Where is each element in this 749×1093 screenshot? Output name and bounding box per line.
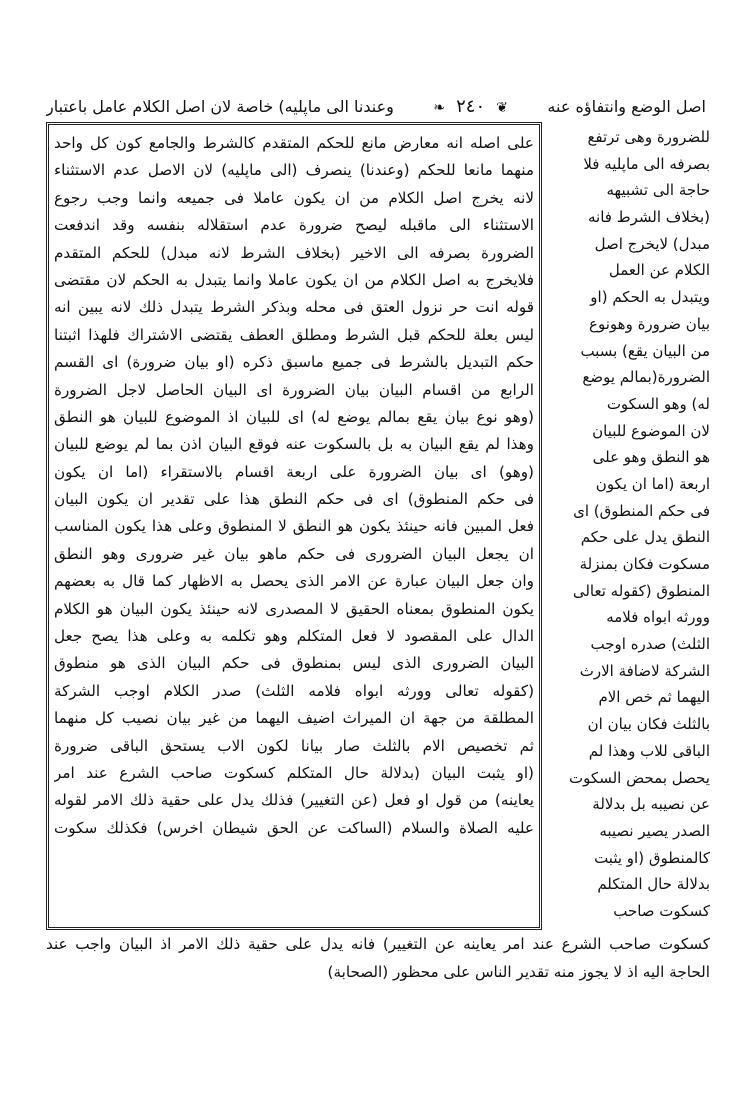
- margin-line: وورثه ابواه فلامه: [606, 608, 710, 627]
- margin-line: بصرفه الى ماپليه فلا: [583, 154, 710, 173]
- text-line: ثم تخصيص الام بالثلث صار بيانا لكون الاب يستحق الباقى ضرورة: [54, 736, 534, 755]
- commentary-text: [54, 130, 534, 924]
- margin-line: النطق يدل على حكم: [580, 528, 710, 547]
- margin-line: كسكوت صاحب: [613, 901, 710, 920]
- margin-matn-text: [554, 124, 710, 930]
- text-line: الضرورة بصرفه الى الاخير (بخلاف الشرط لانه مبدل) للحكم المتقدم: [54, 243, 534, 262]
- margin-line: لان الموضوع للبيان: [592, 421, 710, 440]
- text-line: (كقوله تعالى وورثه ابواه فلامه الثلث) صدر الكلام اوجب الشركة: [54, 681, 534, 700]
- text-line: (او يثبت البيان (بدلالة حال المتكلم كسكوت صاحب الشرع عند امر: [54, 763, 534, 782]
- text-line: البيان الضرورى الذى ليس بمنطوق فى حكم البيان الذى هو منطوق: [54, 654, 534, 673]
- text-line: يكون المنطوق بمعناه الحقيق لا المصدرى لانه حينئذ يكون البيان هو الكلام: [54, 599, 534, 618]
- margin-line: الصدر يصير نصيبه: [599, 821, 710, 840]
- margin-line: يحصل بمحض السكوت: [569, 768, 710, 787]
- footer-line: كسكوت صاحب الشرع عند امر يعاينه عن التغيير) فانه يدل على حقية ذلك الامر اذ البيان واجب عند: [46, 935, 710, 953]
- text-line: فعل المبين فانه حينئذ يكون هو النطق لا المنطوق وعلى هذا يكون المناسب: [54, 517, 534, 536]
- margin-line: فى حكم المنطوق) اى: [573, 501, 710, 520]
- ornament-icon: ❦: [496, 99, 508, 116]
- text-line: [54, 870, 534, 897]
- text-line: المطلقة من جهة ان الميراث اضيف اليهما من غير بيان نصيب كل منهما: [54, 709, 534, 728]
- margin-line: اليهما ثم خص الام: [598, 688, 710, 707]
- text-line: الرابع من اقسام البيان بيان الضرورة اى البيان الحاصل لاجل الضرورة: [54, 380, 534, 399]
- text-line: قوله انت حر نزول العتق فى محله وبذكر الشرط يتبدل ذلك لانه يبين انه: [54, 298, 534, 317]
- text-line: وهذا لم يقع البيان به بل بالسكوت عنه فوقع البيان اذن بما لم يوضع للبيان: [54, 435, 534, 454]
- text-line: الدال على المقصود لا فعل المتكلم وهو تكلمه به وعلى هذا يصح جعل: [54, 627, 534, 646]
- margin-line: الكلام عن العمل: [608, 261, 710, 280]
- text-line: فلايخرج به اصل الكلام من ان يكون عاملا وانما يتبدل به الحكم لان مقتضى: [54, 270, 534, 289]
- text-line: ليس بعلة للحكم قبل الشرط ومطلق العطف يقتضى الاشتراك فلهذا اثبتنا: [54, 325, 534, 344]
- margin-line: بالثلث فكان بيان ان: [587, 715, 710, 734]
- text-line: ان يجعل البيان الضرورى فى حكم ماهو بيان غير ضرورى وهو النطق: [54, 544, 534, 563]
- text-line: [54, 842, 534, 869]
- margin-line: (بخلاف الشرط فانه: [588, 208, 710, 227]
- margin-line: اربعة (اما ان يكون: [595, 474, 710, 493]
- text-line: لانه يخرج اصل الكلام من ان يكون عاملا فى جميعه وانما وجب رجوع: [54, 188, 534, 207]
- header-running-title-left: وعندنا الى ماپليه) خاصة لان اصل الكلام عامل باعتبار: [46, 96, 394, 116]
- margin-line: ويتبدل به الحكم (او: [590, 288, 710, 307]
- margin-line: مسكوت فكان بمنزلة: [579, 555, 710, 573]
- header-page-number-group: [433, 96, 508, 117]
- margin-line: المنطوق (كقوله تعالى: [572, 581, 710, 600]
- header-running-title-right: اصل الوضع وانتفاؤه عنه: [547, 96, 706, 116]
- margin-line: من البيان يقع) بسبب: [580, 341, 710, 360]
- text-line: [54, 897, 534, 924]
- text-line: على اصله انه معارض مانع للحكم المتقدم كالشرط والجامع كون كل واحد: [54, 134, 534, 152]
- text-line: منهما مانعا للحكم (وعندنا) ينصرف (الى ماپليه) لان الاصل عدم الاستثناء: [54, 161, 534, 180]
- text-line: عليه الصلاة والسلام (الساكت عن الحق شيطان اخرس) فكذلك سكوت: [54, 818, 534, 837]
- text-line: (وهو نوع بيان يقع بمالم يوضع له) اى للبيان اذ الموضوع للبيان هو النطق: [54, 407, 534, 426]
- text-line: حكم التبديل بالشرط فى جميع ماسبق ذكره (او بيان ضرورة) اى القسم: [54, 353, 534, 372]
- margin-line: له) وهو السكوت: [606, 394, 710, 413]
- page-footer-text: [46, 930, 710, 986]
- margin-line: الباقى للاب وهذا لم: [588, 741, 710, 760]
- margin-line: كالمنطوق (او يثبت: [594, 848, 710, 867]
- page-header: [46, 92, 706, 120]
- text-line: فى حكم المنطوق) اى فى حكم النطق هذا على تقدير ان يكون البيان: [54, 490, 534, 509]
- text-line: الاستثناء الى ماقبله ليصح ضرورة عدم استقلاله بنفسه وقد اندفعت: [54, 216, 534, 235]
- margin-line: مبدل) لايخرج اصل: [594, 234, 710, 253]
- margin-line: للضرورة وهى ترتفع: [587, 128, 710, 146]
- margin-line: بدلالة حال المتكلم: [597, 875, 710, 894]
- margin-line: الضرورة(بمالم يوضع: [582, 368, 710, 387]
- margin-line: بيان ضرورة وهونوع: [589, 314, 710, 333]
- footer-line: الحاجة اليه اذ لا يجوز منه تقدير الناس على محظور (الصحابة): [327, 963, 710, 981]
- text-line: وان جعل البيان عبارة عن الامر الذى يحصل به الاظهار كما قال به بعضهم: [54, 572, 534, 591]
- text-line: (وهو) اى بيان الضرورة على اربعة اقسام بالاستقراء (اما ان يكون: [54, 462, 534, 481]
- page-number: ٢٤٠: [456, 95, 486, 117]
- margin-line: حاجة الى تشبيهه: [606, 181, 710, 200]
- ornament-icon: ❧: [433, 99, 446, 116]
- text-line: يعاينه) من قول او فعل (عن التغيير) فذلك يدل على حقية ذلك الامر لقوله: [54, 791, 534, 810]
- margin-line: الشركة لاضافة الارث: [579, 661, 710, 680]
- margin-line: الثلث) صدره اوجب: [590, 635, 710, 654]
- margin-line: هو النطق وهو على: [592, 448, 710, 467]
- margin-line: عن نصيبه بل بدلالة: [592, 795, 710, 814]
